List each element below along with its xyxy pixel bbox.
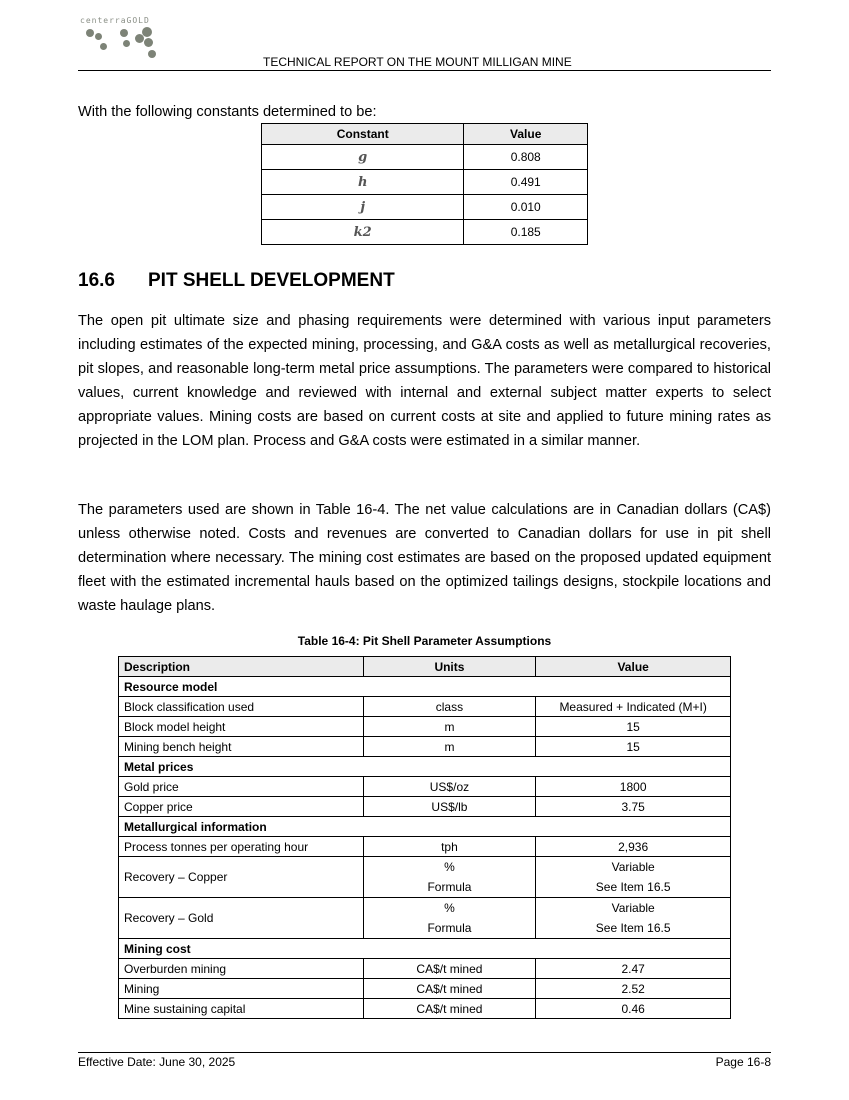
intro-text: With the following constants determined to be: [78,104,377,120]
row-value [536,857,731,898]
constant-value: 0.185 [464,220,588,245]
row-units: US$/oz [363,777,536,797]
table-header-row [262,124,588,145]
row-description: Recovery – Gold [119,898,364,939]
column-header: Value [464,124,588,145]
constant-value: 0.808 [464,145,588,170]
logo-dot [123,40,130,47]
section-heading [78,270,395,292]
table-section-row [119,817,731,837]
table-section-row [119,757,731,777]
table-row [262,145,588,170]
row-value: 1800 [536,777,731,797]
table-row [119,717,731,737]
table-row [119,697,731,717]
units-line: % [444,860,455,874]
row-units: m [363,717,536,737]
logo-dot [148,50,156,58]
section-label: Resource model [119,677,731,697]
section-number: 16.6 [78,270,115,291]
row-description: Copper price [119,797,364,817]
row-units: tph [363,837,536,857]
value-line: Variable [611,860,655,874]
pit-shell-parameter-table [118,656,731,1019]
row-value: 2.52 [536,979,731,999]
constant-value: 0.491 [464,170,588,195]
row-units: CA$/t mined [363,979,536,999]
section-label: Metallurgical information [119,817,731,837]
effective-date: Effective Date: June 30, 2025 [78,1055,236,1069]
section-title: PIT SHELL DEVELOPMENT [148,270,395,291]
constant-symbol: g [262,145,464,170]
logo-dot [86,29,94,37]
table-row [119,959,731,979]
row-units: m [363,737,536,757]
row-value: 15 [536,737,731,757]
row-value: Measured + Indicated (M+I) [536,697,731,717]
footer-divider [78,1052,771,1053]
units-line: Formula [427,921,472,935]
row-description: Overburden mining [119,959,364,979]
table-row [119,999,731,1019]
row-description: Block classification used [119,697,364,717]
body-paragraph: The open pit ultimate size and phasing requirements were determined with various input parameters including estimates of the expected mining, processing, and G&A costs as well as metallurgical recoveries, pit slopes, and reasonable long-term metal price assumptions. The parameters were compared to historical values, current knowledge and reviewed with internal and external subject matter experts to select appropriate values. Mining costs are based on current costs at site and applied to future mining rates as projected in the LOM plan. Process and G&A costs were estimated in a similar manner. [78,313,771,449]
company-logo [80,16,170,64]
table-header-row [119,657,731,677]
row-value: 0.46 [536,999,731,1019]
row-value: 2,936 [536,837,731,857]
row-description: Gold price [119,777,364,797]
column-header: Description [119,657,364,677]
table-row [119,737,731,757]
logo-wordmark: centerraGOLD [80,16,150,25]
table-section-row [119,939,731,959]
value-line: Variable [611,901,655,915]
logo-dot [100,43,107,50]
table-section-row [119,677,731,697]
report-header-title: TECHNICAL REPORT ON THE MOUNT MILLIGAN MINE [263,55,572,69]
row-description: Mining bench height [119,737,364,757]
value-line: See Item 16.5 [595,880,671,894]
logo-dot [120,29,128,37]
row-description: Recovery – Copper [119,857,364,898]
column-header: Constant [262,124,464,145]
table-caption: Table 16-4: Pit Shell Parameter Assumptions [297,634,552,648]
row-units: CA$/t mined [363,959,536,979]
page-number: Page 16-8 [715,1055,771,1069]
units-line: % [444,901,455,915]
constants-table [261,123,588,245]
section-label: Mining cost [119,939,731,959]
row-units: class [363,697,536,717]
row-description: Mine sustaining capital [119,999,364,1019]
row-units: CA$/t mined [363,999,536,1019]
table-row [119,797,731,817]
row-value: 3.75 [536,797,731,817]
table-row [119,979,731,999]
row-value: 2.47 [536,959,731,979]
body-paragraph: The parameters used are shown in Table 16-4. The net value calculations are in Canadian dollars (CA$) unless otherwise noted. Costs and revenues are converted to Canadian dollars for use in pit shell determination where necessary. The mining cost estimates are based on the proposed updated equipment fleet with the estimated incremental hauls based on the optimized tailings designs, stockpile locations and waste haulage plans. [78,502,771,614]
table-row [119,837,731,857]
table-row [262,220,588,245]
constant-value: 0.010 [464,195,588,220]
header-divider [78,70,771,71]
row-description: Block model height [119,717,364,737]
row-units [363,898,536,939]
logo-dot [142,27,152,37]
column-header: Value [536,657,731,677]
constant-symbol: j [262,195,464,220]
row-value: 15 [536,717,731,737]
table-row [262,195,588,220]
table-row [262,170,588,195]
row-description: Process tonnes per operating hour [119,837,364,857]
units-line: Formula [427,880,472,894]
constant-symbol: k2 [262,220,464,245]
row-description: Mining [119,979,364,999]
row-value [536,898,731,939]
value-line: See Item 16.5 [595,921,671,935]
table-row [119,898,731,939]
table-row [119,857,731,898]
column-header: Units [363,657,536,677]
constant-symbol: h [262,170,464,195]
logo-dot [144,38,153,47]
row-units: US$/lb [363,797,536,817]
section-label: Metal prices [119,757,731,777]
row-units [363,857,536,898]
logo-dot [95,33,102,40]
table-row [119,777,731,797]
